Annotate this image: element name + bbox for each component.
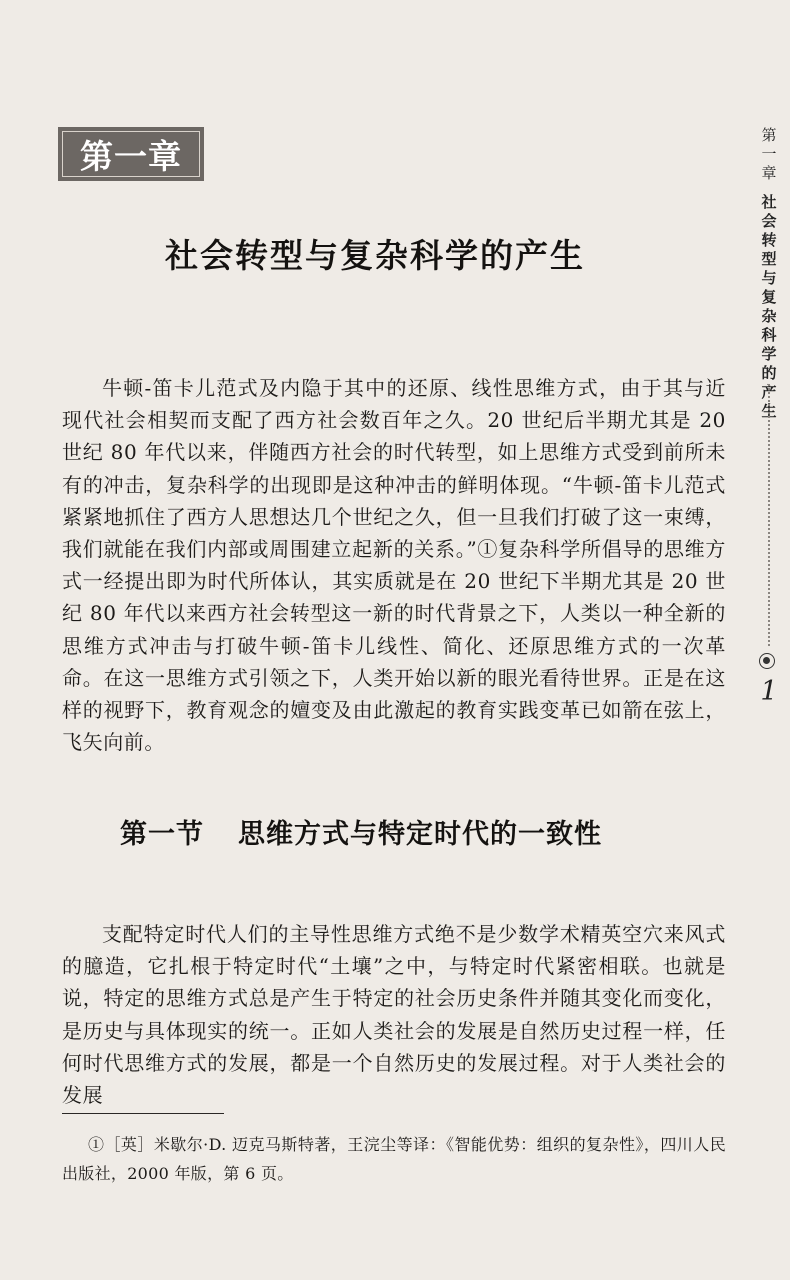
running-header <box>756 126 782 421</box>
footnote: ①［英］米歇尔·D. 迈克马斯特著，王浣尘等译：《智能优势：组织的复杂性》，四川人民出版社，2000 年版，第 6 页。 <box>62 1135 726 1183</box>
section-number: 第一节 <box>120 819 204 850</box>
body-paragraph-1: 牛顿-笛卡儿范式及内隐于其中的还原、线性思维方式，由于其与近现代社会相契而支配了西方社会数百年之久。20 世纪后半期尤其是 20 世纪 80 年代以来，伴随西方社会的时代转型，如上思维方式受到前所未有的冲击，复杂科学的出现即是这种冲击的鲜明体现。“牛顿-笛卡儿范式紧紧地抓住了西方人思想达几个世纪之久，但一旦我们打破了这一束缚，我们就能在我们内部或周围建立起新的关系。”①复杂科学所倡导的思维方式一经提出即为时代所体认，其实质就是在 20 世纪下半期尤其是 20 世纪 80 年代以来西方社会转型这一新的时代背景之下，人类以一种全新的思维方式冲击与打破牛顿-笛卡儿线性、简化、还原思维方式的一次革命。在这一思维方式引领之下，人类开始以新的眼光看待世界。正是在这样的视野下，教育观念的嬗变及由此激起的教育实践变革已如箭在弦上，飞矢向前。 <box>62 376 726 755</box>
page-marker-icon <box>759 653 775 669</box>
body-paragraph-2: 支配特定时代人们的主导性思维方式绝不是少数学术精英空穴来风式的臆造，它扎根于特定时代“土壤”之中，与特定时代紧密相联。也就是说，特定的思维方式总是产生于特定的社会历史条件并随其变化而变化，是历史与具体现实的统一。正如人类社会的发展是自然历史过程一样，任何时代思维方式的发展，都是一个自然历史的发展过程。对于人类社会的发展 <box>62 922 726 1108</box>
chapter-title: 社会转型与复杂科学的产生 <box>165 236 585 275</box>
running-header-chapter: 第一章 <box>761 126 777 182</box>
footnote-divider <box>62 1113 224 1114</box>
section-title: 思维方式与特定时代的一致性 <box>238 819 602 850</box>
chapter-badge <box>58 127 204 181</box>
page-number: 1 <box>760 676 778 707</box>
section-heading <box>120 812 670 851</box>
chapter-badge-frame <box>62 131 200 177</box>
running-header-title: 社会转型与复杂科学的产生 <box>761 193 777 420</box>
chapter-label: 第一章 <box>80 136 182 176</box>
running-header-dotted-rule <box>768 384 770 646</box>
